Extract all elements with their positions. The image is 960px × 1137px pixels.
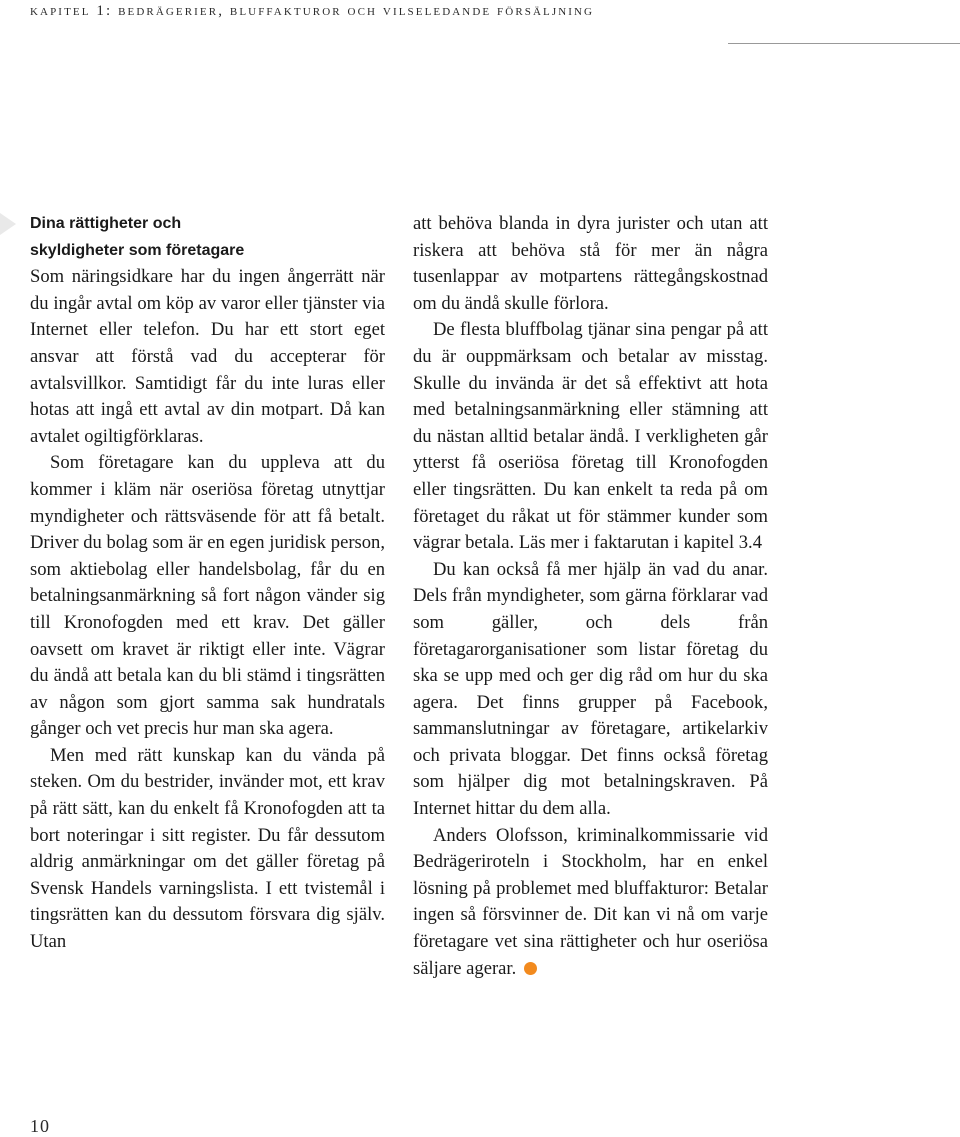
paragraph-left-3: Men med rätt kunskap kan du vända på steken. Om du bestrider, invänder mot, ett krav på rätt sätt, kan du enkelt få Kronofogden att ta bort noteringar i sitt register. Du får dessutom aldrig anmärkningar om det gäller företag på Svensk Handels varningslista. I ett tvistemål i tingsrätten kan du dessutom försvara dig själv. Utan: [30, 744, 385, 953]
right-column: [413, 211, 768, 982]
running-head: kapitel 1: bedrägerier, bluffakturor och vilseledande försäljning: [30, 3, 595, 19]
header-rule: [728, 43, 960, 44]
paragraph-right-4-text: Anders Olofsson, kriminalkommissarie vid Bedrägeriroteln i Stockholm, har en enkel lösning på problemet med bluffakturor: Betalar ingen så försvinner de. Dit kan vi nå om varje företagare vet sina rättigheter och hur oseriösa säljare agerar.: [413, 824, 768, 979]
paragraph-right-2: De flesta bluffbolag tjänar sina pengar på att du är ouppmärksam och betalar av misstag. Skulle du invända är det så effektivt att hota med betalningsanmärkning eller stämning att du nästan alltid betalar ändå. I verkligheten går ytterst få oseriösa företag till Kronofogden eller tingsrätten. Du kan enkelt ta reda på om företaget du råkat ut för stämmer kunder som vägrar betala. Läs mer i faktarutan i kapitel 3.4: [413, 319, 768, 554]
end-of-article-dot-icon: [524, 962, 537, 975]
section-heading-line-1: Dina rättigheter och: [30, 215, 182, 232]
left-column: [30, 211, 385, 956]
paragraph-left-1: Som näringsidkare har du ingen ångerrätt när du ingår avtal om köp av varor eller tjänster via Internet eller telefon. Du har ett stort eget ansvar att förstå vad du accepterar för avtalsvillkor. Samtidigt får du inte luras eller hotas att ingå ett avtal av din motpart. Då kan avtalet ogiltigförklaras.: [30, 266, 385, 447]
paragraph-right-3: Du kan också få mer hjälp än vad du anar. Dels från myndigheter, som gärna förklarar vad som gäller, och dels från företagarorganisationer som listar företag du ska se upp med och ger dig råd om hur du ska agera. Det finns grupper på Facebook, sammanslutningar av företagare, artikelarkiv och privata bloggar. Det finns också företag som hjälper dig mot betalningskraven. På Internet hittar du dem alla.: [413, 558, 768, 820]
paragraph-right-4: [413, 823, 768, 983]
section-heading: [30, 211, 385, 264]
section-heading-line-2: skyldigheter som företagare: [30, 241, 245, 259]
margin-arrow-icon: [0, 213, 16, 235]
paragraph-right-1: att behöva blanda in dyra jurister och utan att riskera att behöva stå för mer än några tusenlappar av motpartens rättegångskostnad om du ändå skulle förlora.: [413, 213, 768, 314]
paragraph-left-2: Som företagare kan du uppleva att du kommer i kläm när oseriösa företag utnyttjar myndigheter och rättsväsende för att få betalt. Driver du bolag som är en egen juridisk person, som aktiebolag eller handelsbolag, får du en betalningsanmärkning så fort någon vänder sig till Kronofogden med ett krav. Det gäller oavsett om kravet är riktigt eller inte. Vägrar du ändå att betala kan du bli stämd i tingsrätten av någon som gjort samma sak hundratals gånger och vet precis hur man ska agera.: [30, 452, 385, 740]
page-number: 10: [30, 1116, 50, 1136]
